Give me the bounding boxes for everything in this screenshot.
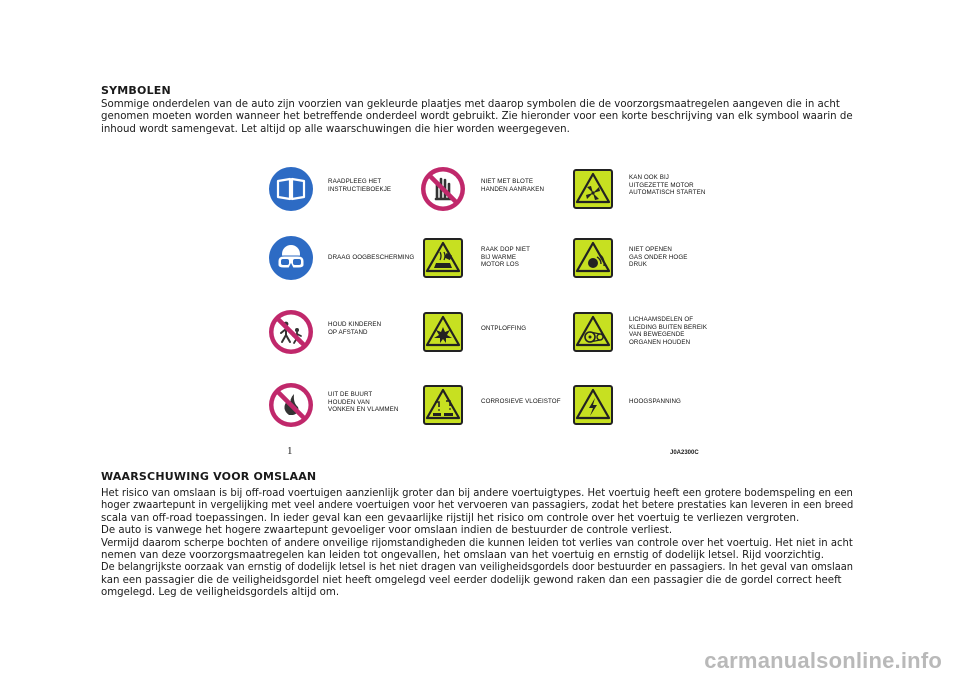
symbol-label: NIET MET BLOTE HANDEN AANRAKEN (481, 178, 545, 193)
figure-code: J0A2300C (670, 450, 699, 456)
pressure-icon (574, 239, 612, 277)
symbol-label: ONTPLOFFING (481, 325, 527, 332)
text-line: hoger zwaartepunt in vergelijking met veel andere voertuigen voor het vervoeren van passagiers, zodat het betere prestaties kan leveren in een breed (101, 500, 854, 512)
text-line: De auto is vanwege het hogere zwaartepunt gevoeliger voor omslaan indien de bestuurder de controle verliest. (101, 525, 673, 537)
symbol-label: HOUD KINDEREN OP AFSTAND (328, 321, 382, 336)
rollover-warning-text (101, 488, 853, 600)
watermark: carmanualsonline.info (704, 648, 942, 673)
text-line: Sommige onderdelen van de auto zijn voorzien van gekleurde plaatjes met daarop symbolen die de voorzorgsmaatregelen aangeven die in acht (101, 99, 840, 110)
symbol-label: DRAAG OOGBESCHERMING (328, 254, 415, 261)
symbol-label: CORROSIEVE VLOEISTOF (481, 398, 561, 405)
figure-number: 1 (287, 445, 293, 457)
text-line: Het risico van omslaan is bij off-road voertuigen aanzienlijk groter dan bij andere voertuigtypes. Het voertuig heeft een grotere bodemspeling en een (101, 488, 853, 499)
symbol-label: HOOGSPANNING (629, 398, 681, 405)
symbol-label: RAADPLEEG HET INSTRUCTIEBOEKJE (328, 178, 392, 193)
hand-prohibited-icon (421, 167, 465, 211)
text-line: De belangrijkste oorzaak van ernstig of dodelijk letsel is het niet dragen van veiligheidsgordels door bestuurder en passagiers. In het geval van omslaan (101, 562, 853, 574)
text-line: Vermijd daarom scherpe bochten of andere onveilige rijomstandigheden die kunnen leiden tot verlies van controle over het voertuig. Het niet in acht (101, 537, 853, 549)
book-icon (269, 167, 313, 211)
keep-children-away-icon (269, 310, 313, 354)
moving-parts-icon (574, 313, 612, 351)
hot-surface-icon (424, 239, 462, 277)
symbol-label: RAAK DOP NIET BIJ WARME MOTOR LOS (481, 246, 530, 269)
symbol-label: KAN OOK BIJ UITGEZETTE MOTOR AUTOMATISCH STARTEN (629, 174, 706, 197)
heading-symbolen: SYMBOLEN (101, 84, 171, 97)
symbol-label: UIT DE BUURT HOUDEN VAN VONKEN EN VLAMMEN (328, 391, 399, 414)
intro-paragraph (101, 99, 853, 136)
no-flames-icon (269, 383, 313, 427)
goggles-icon (269, 236, 313, 280)
heading-rollover-warning: WAARSCHUWING VOOR OMSLAAN (101, 470, 317, 483)
high-voltage-icon (574, 386, 612, 424)
safety-symbols-figure (260, 158, 720, 458)
symbol-label: LICHAAMSDELEN OF KLEDING BUITEN BEREIK VAN BEWEGENDE ORGANEN HOUDEN (629, 316, 708, 346)
explosion-icon (424, 313, 462, 351)
text-line: nemen van deze voorzorgsmaatregelen kan leiden tot ongevallen, het omslaan van het voertuig en ernstig of dodelijk letsel. Rijd voorzichtig. (101, 550, 824, 562)
symbol-label: NIET OPENEN GAS ONDER HOGE DRUK (629, 246, 688, 269)
text-line: omgelegd. Leg de veiligheidsgordels altijd om. (101, 587, 340, 599)
text-line: inhoud wordt samengevat. Let altijd op alle waarschuwingen die hier worden weergegeven. (101, 123, 570, 135)
fan-icon (574, 170, 612, 208)
text-line: scala van off-road toepassingen. In ieder geval kan een gevaarlijke rijstijl het risico om controle over het voertuig te verliezen vergroten. (101, 512, 800, 524)
corrosive-icon (424, 386, 462, 424)
text-line: kan een passagier die de veiligheidsgordel niet heeft omgelegd veel eerder dodelijk gewond raken dan een passagier die de gordel correct heeft (101, 574, 842, 586)
text-line: genomen moeten worden wanneer het betreffende onderdeel wordt gebruikt. Zie hieronder voor een korte beschrijving van elk symbool waarin de (101, 111, 853, 123)
